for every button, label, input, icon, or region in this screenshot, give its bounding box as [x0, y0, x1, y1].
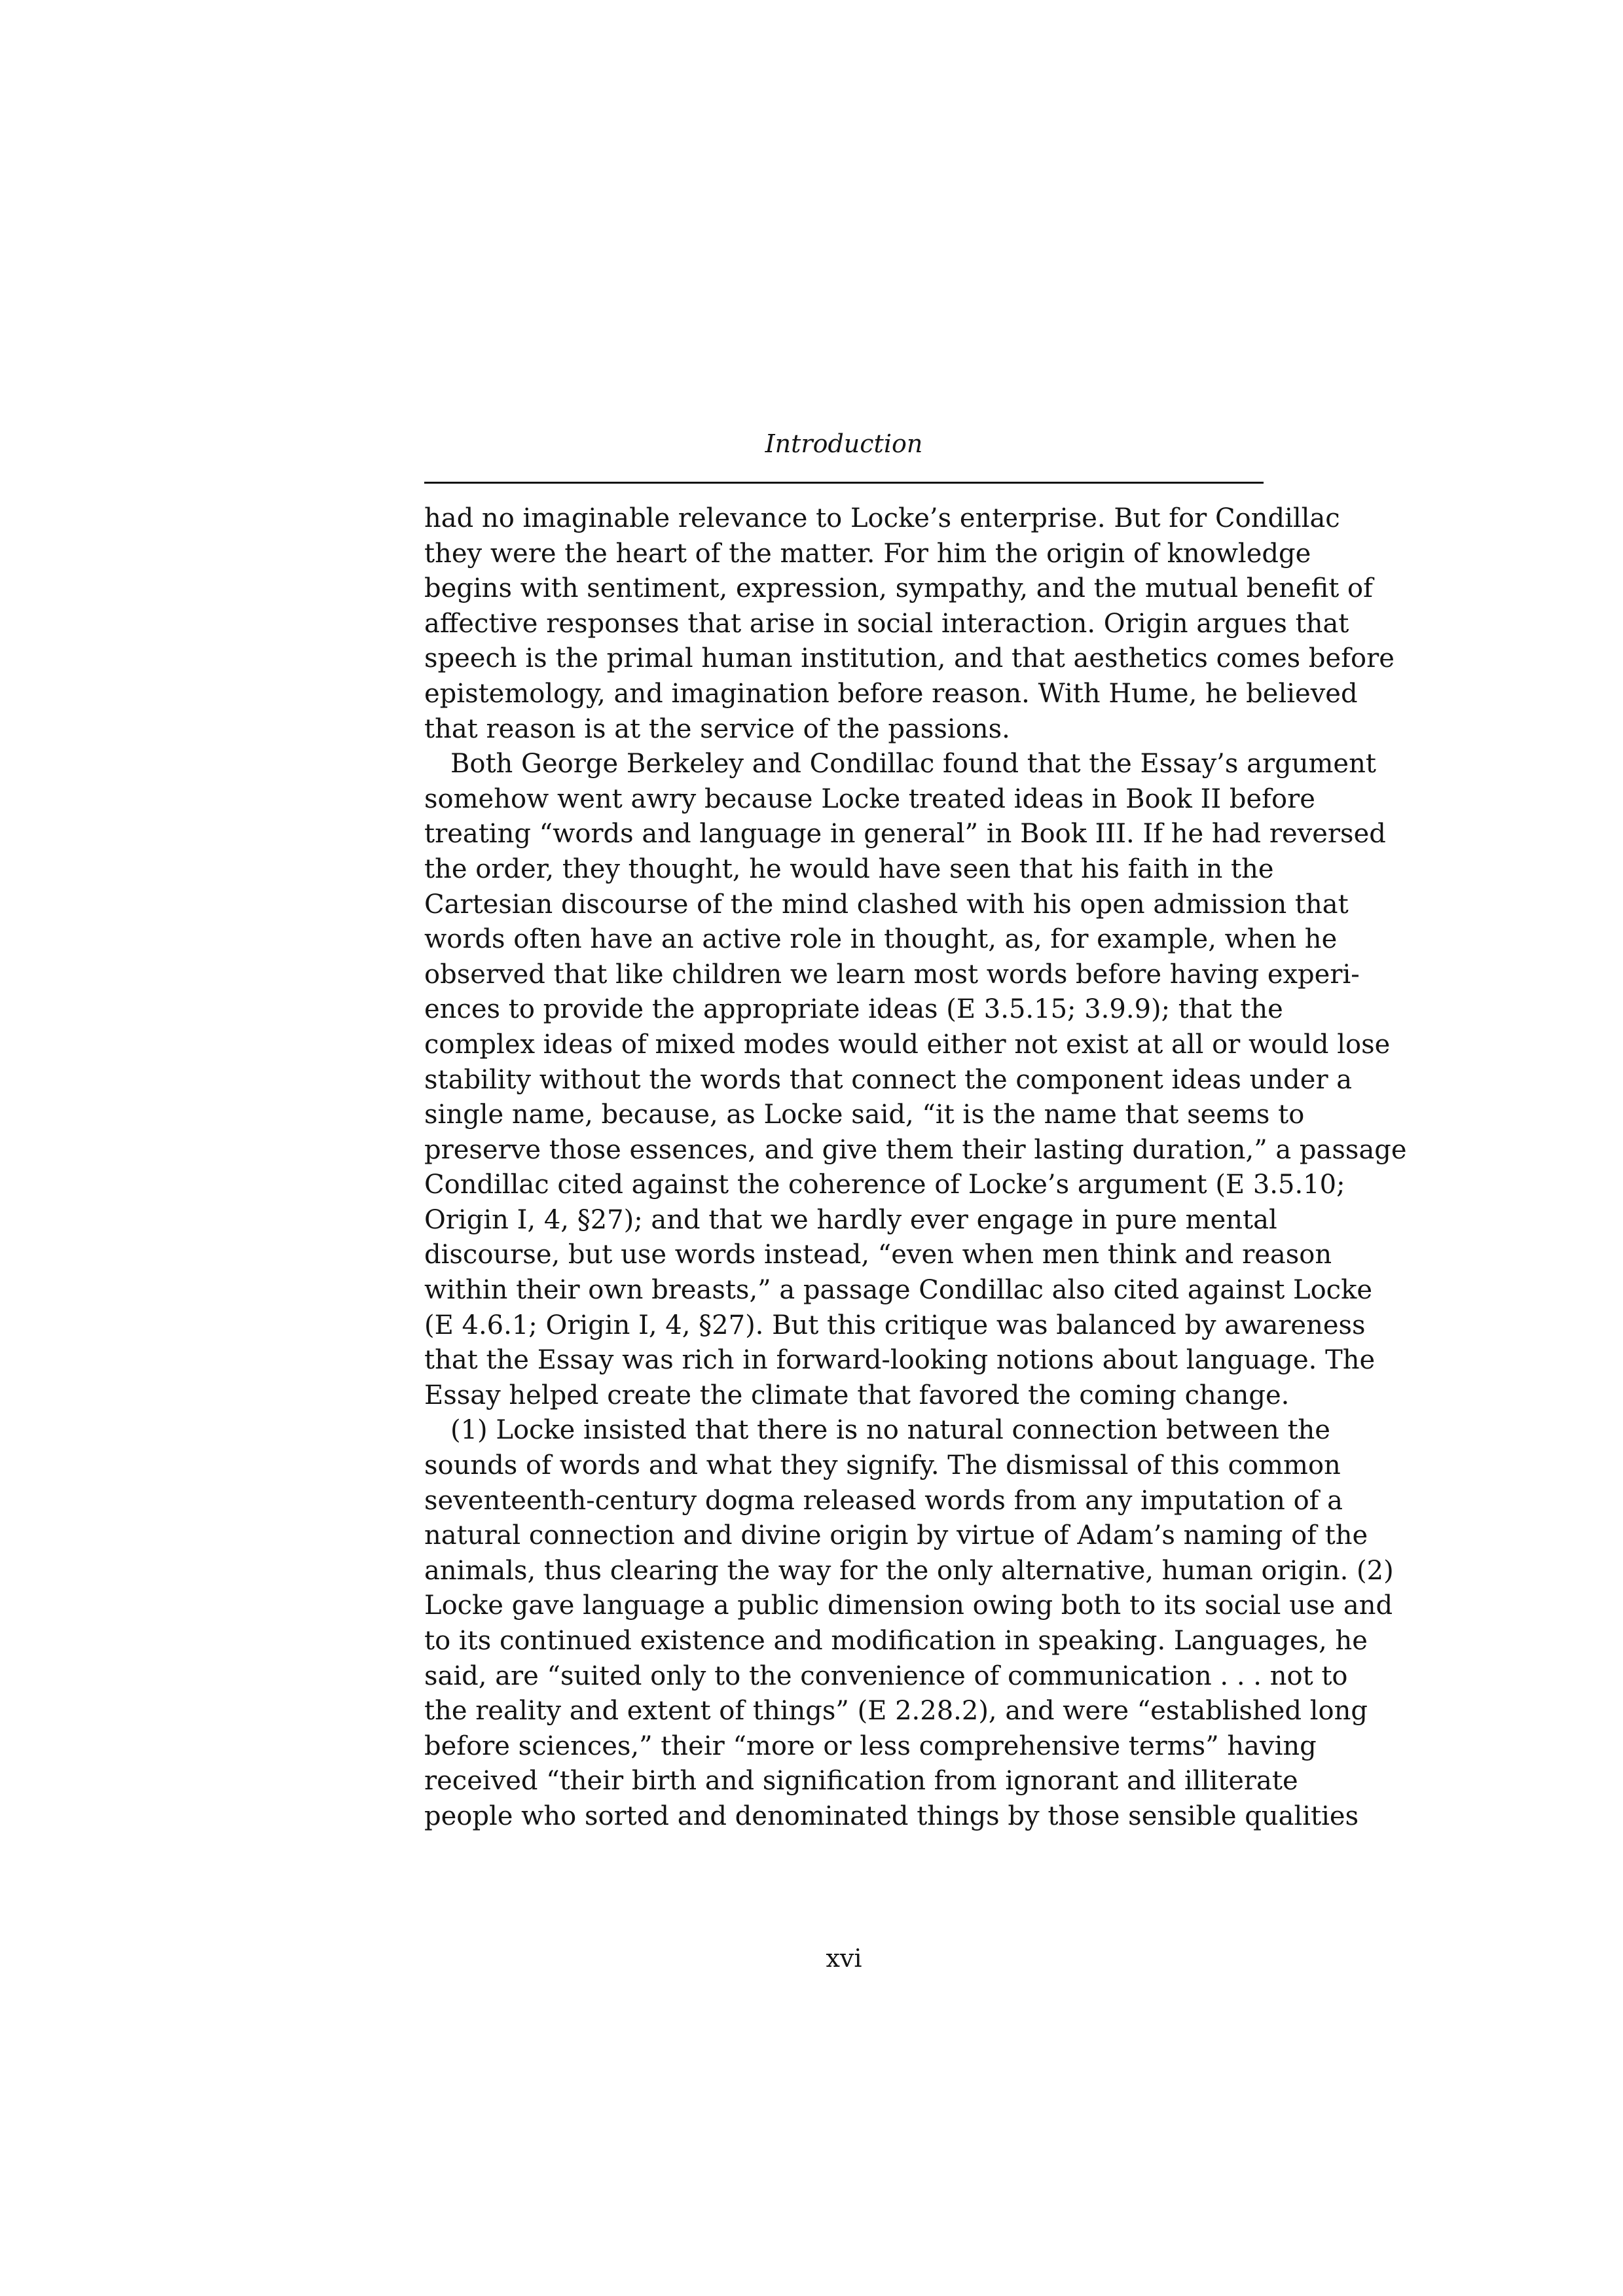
- text-line: had no imaginable relevance to Locke’s enterprise. But for Condillac: [424, 503, 1340, 533]
- text-line: sounds of words and what they signify. The dismissal of this common: [424, 1450, 1341, 1481]
- text-line: (1) Locke insisted that there is no natural connection between the: [450, 1415, 1330, 1446]
- text-line: speech is the primal human institution, and that aesthetics comes before: [424, 643, 1395, 674]
- paragraph: [424, 501, 1395, 747]
- paragraph: [424, 1413, 1394, 1834]
- text-line: the reality and extent of things” (E 2.28.2), and were “established long: [424, 1696, 1368, 1727]
- text-line: before sciences,” their “more or less comprehensive terms” having: [424, 1731, 1317, 1761]
- text-line: said, are “suited only to the convenience of communication . . . not to: [424, 1660, 1348, 1691]
- text-line: treating “words and language in general” in Book III. If he had reversed: [424, 819, 1386, 850]
- text-line: somehow went awry because Locke treated ideas in Book II before: [424, 783, 1315, 814]
- text-line: stability without the words that connect the component ideas under a: [424, 1064, 1353, 1095]
- text-line: within their own breasts,” a passage Condillac also cited against Locke: [424, 1275, 1372, 1306]
- page-number: xvi: [826, 1944, 862, 1973]
- text-line: Essay helped create the climate that favored the coming change.: [424, 1380, 1290, 1410]
- text-line: observed that like children we learn most words before having experi-: [424, 959, 1360, 990]
- text-line: the order, they thought, he would have seen that his faith in the: [424, 853, 1274, 884]
- text-line: epistemology, and imagination before reason. With Hume, he believed: [424, 678, 1358, 709]
- text-line: Origin I, 4, §27); and that we hardly ever engage in pure mental: [424, 1204, 1277, 1235]
- text-line: words often have an active role in thought, as, for example, when he: [424, 924, 1338, 955]
- text-line: single name, because, as Locke said, “it is the name that seems to: [424, 1100, 1305, 1130]
- text-line: preserve those essences, and give them their lasting duration,” a passage: [424, 1134, 1407, 1165]
- text-line: they were the heart of the matter. For him the origin of knowledge: [424, 538, 1311, 569]
- text-line: animals, thus clearing the way for the only alternative, human origin. (2): [424, 1555, 1394, 1586]
- text-line: Both George Berkeley and Condillac found that the Essay’s argument: [450, 749, 1376, 780]
- body-text: [424, 501, 1407, 1835]
- text-line: (E 4.6.1; Origin I, 4, §27). But this critique was balanced by awareness: [424, 1310, 1366, 1340]
- text-line: Locke gave language a public dimension owing both to its social use and: [424, 1590, 1393, 1621]
- text-line: seventeenth-century dogma released words from any imputation of a: [424, 1485, 1343, 1516]
- text-line: ences to provide the appropriate ideas (E 3.5.15; 3.9.9); that the: [424, 994, 1283, 1025]
- text-line: to its continued existence and modification in speaking. Languages, he: [424, 1626, 1368, 1656]
- text-line: discourse, but use words instead, “even when men think and reason: [424, 1240, 1332, 1270]
- text-line: affective responses that arise in social interaction. Origin argues that: [424, 608, 1349, 639]
- text-line: Cartesian discourse of the mind clashed with his open admission that: [424, 889, 1349, 920]
- text-line: that reason is at the service of the passions.: [424, 713, 1010, 744]
- text-line: people who sorted and denominated things by those sensible qualities: [424, 1801, 1359, 1831]
- text-line: complex ideas of mixed modes would either not exist at all or would lose: [424, 1029, 1391, 1060]
- text-line: that the Essay was rich in forward-looking notions about language. The: [424, 1345, 1376, 1376]
- text-line: natural connection and divine origin by virtue of Adam’s naming of the: [424, 1520, 1368, 1551]
- running-head: Introduction: [765, 429, 923, 458]
- header-rule: [424, 482, 1264, 484]
- text-line: begins with sentiment, expression, sympathy, and the mutual benefit of: [424, 573, 1373, 604]
- text-line: Condillac cited against the coherence of Locke’s argument (E 3.5.10;: [424, 1170, 1345, 1200]
- paragraph: [424, 747, 1407, 1413]
- text-line: received “their birth and signification from ignorant and illiterate: [424, 1766, 1298, 1797]
